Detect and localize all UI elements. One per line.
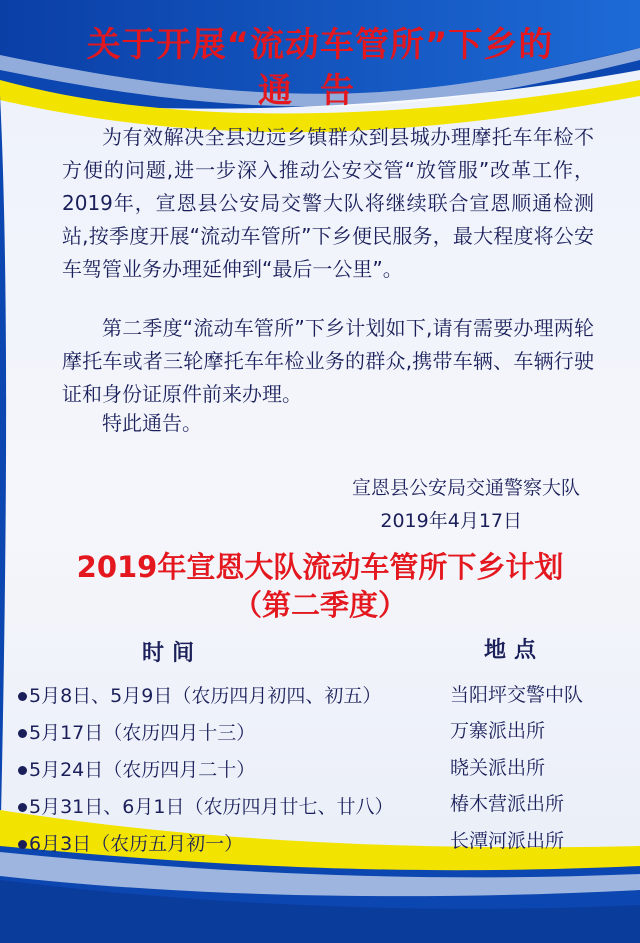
plan-row-place: 当阳坪交警中队: [450, 684, 584, 706]
plan-title-line1: 2019年宣恩大队流动车管所下乡计划: [76, 550, 564, 584]
plan-row-time-text: 5月8日、5月9日（农历四月初四、初五）: [29, 685, 382, 707]
notice-title-line1: 关于开展“流动车管所”下乡的: [86, 25, 554, 65]
notice-title-line2: 通告: [258, 71, 382, 111]
plan-title-line2: （第二季度）: [232, 588, 407, 622]
plan-row-place: 椿木营派出所: [450, 793, 565, 815]
plan-row-time: [18, 718, 255, 745]
bullet-icon: [18, 766, 27, 775]
plan-column-place: 地点: [484, 638, 545, 663]
plan-row-time: [18, 792, 393, 819]
plan-row-time-text: 6月3日（农历五月初一）: [29, 833, 244, 855]
plan-row-place: 万寨派出所: [450, 720, 546, 742]
plan-column-time: 时间: [142, 641, 203, 666]
notice-date: 2019年4月17日: [380, 510, 522, 532]
plan-row-time-text: 5月31日、6月1日（农历四月廿七、廿八）: [29, 796, 394, 818]
plan-row-time: [18, 829, 243, 856]
bullet-icon: [18, 840, 27, 849]
plan-row-time-text: 5月17日（农历四月十三）: [29, 722, 256, 744]
bullet-icon: [18, 729, 27, 738]
bullet-icon: [18, 692, 27, 701]
plan-row-place: 长潭河派出所: [450, 830, 565, 852]
notice-paragraph-2: 第二季度“流动车管所”下乡计划如下,请有需要办理两轮摩托车或者三轮摩托车年检业务的群众,携带车辆、车辆行驶证和身份证原件前来办理。: [62, 316, 594, 406]
plan-row-place: 晓关派出所: [450, 757, 546, 779]
notice-signature: 宣恩县公安局交通警察大队: [351, 477, 580, 499]
notice-paragraph-1: 为有效解决全县边远乡镇群众到县城办理摩托车年检不方便的问题,进一步深入推动公安交管“放管服”改革工作，2019年，宣恩县公安局交警大队将继续联合宣恩顺通检测站,按季度开展“流动车管所”下乡便民服务，最大程度将公安车驾管业务办理延伸到“最后一公里”。: [62, 125, 594, 281]
notice-paragraph-3: 特此通告。: [102, 411, 202, 435]
plan-row-time-text: 5月24日（农历四月二十）: [29, 759, 256, 781]
plan-row-time: [18, 755, 255, 782]
bullet-icon: [18, 803, 27, 812]
plan-row-time: [18, 681, 381, 708]
